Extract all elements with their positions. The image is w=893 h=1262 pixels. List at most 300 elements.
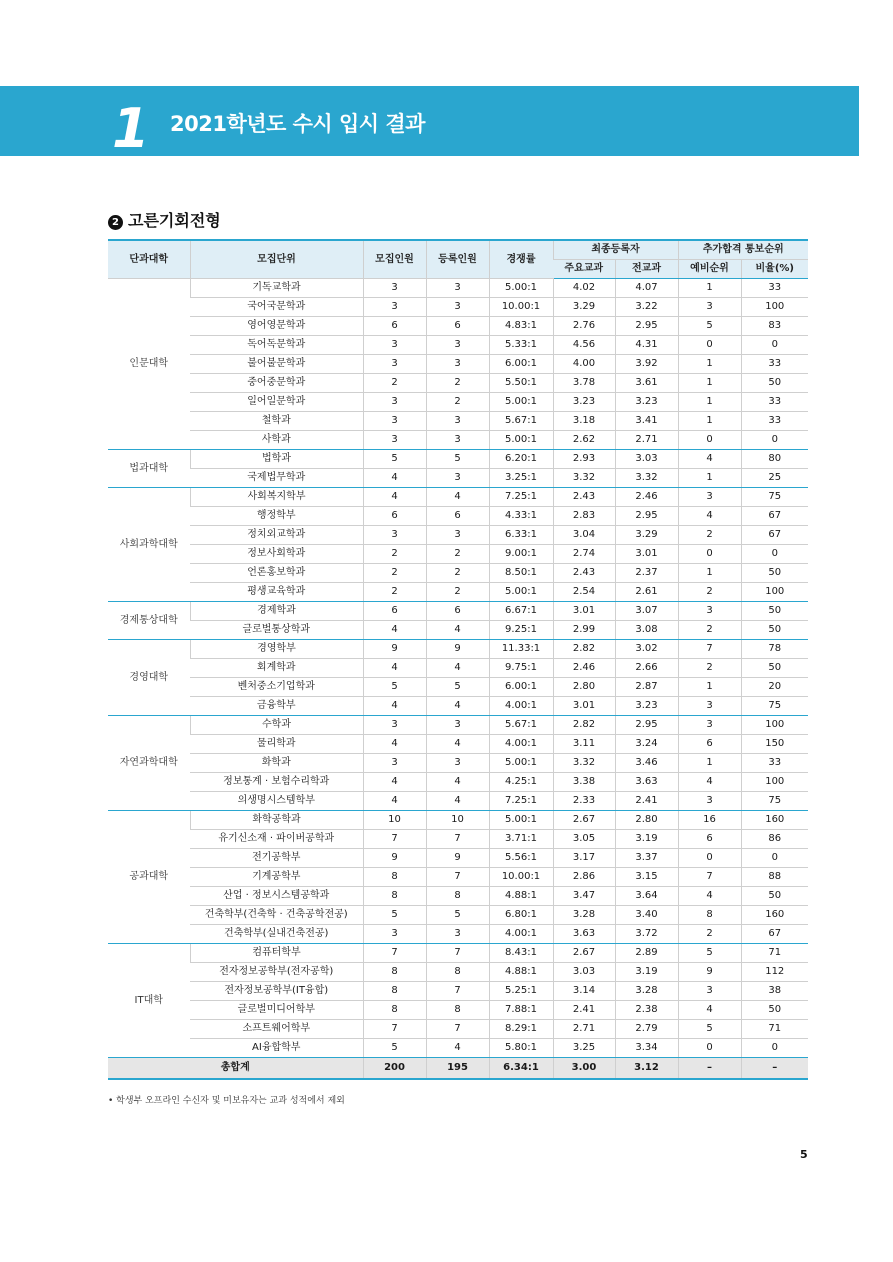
ratio-cell: 50 [741,564,808,583]
unit-cell: 사회복지학부 [190,488,363,507]
header-extra-group: 추가합격 통보순위 [678,240,808,260]
enrolled-cell: 2 [426,374,489,393]
competition-cell: 4.88:1 [489,963,553,982]
major-subjects-cell: 2.54 [553,583,615,602]
ratio-cell: 100 [741,716,808,735]
all-subjects-cell: 2.87 [615,678,678,697]
waitlist-rank-cell: 2 [678,583,741,602]
unit-cell: 전자정보공학부(전자공학) [190,963,363,982]
all-subjects-cell: 3.22 [615,298,678,317]
competition-cell: 10.00:1 [489,298,553,317]
unit-cell: 국제법무학과 [190,469,363,488]
waitlist-rank-cell: 1 [678,754,741,773]
ratio-cell: 100 [741,298,808,317]
competition-cell: 7.25:1 [489,488,553,507]
major-subjects-cell: 3.18 [553,412,615,431]
enrolled-cell: 4 [426,773,489,792]
enrolled-cell: 3 [426,431,489,450]
major-subjects-cell: 3.01 [553,697,615,716]
header-unit: 모집단위 [190,240,363,279]
competition-cell: 8.50:1 [489,564,553,583]
ratio-cell: 25 [741,469,808,488]
ratio-cell: 38 [741,982,808,1001]
quota-cell: 5 [363,450,426,469]
all-subjects-cell: 2.89 [615,944,678,963]
competition-cell: 5.00:1 [489,583,553,602]
unit-cell: 사학과 [190,431,363,450]
all-subjects-cell: 2.71 [615,431,678,450]
enrolled-cell: 7 [426,982,489,1001]
quota-cell: 2 [363,545,426,564]
header-major-subjects: 주요교과 [553,260,615,279]
quota-cell: 6 [363,602,426,621]
table-row [108,298,808,317]
all-subjects-cell: 2.38 [615,1001,678,1020]
major-subjects-cell: 2.83 [553,507,615,526]
unit-cell: 법학과 [190,450,363,469]
header-waitlist-rank: 예비순위 [678,260,741,279]
competition-cell: 9.25:1 [489,621,553,640]
competition-cell: 9.00:1 [489,545,553,564]
major-subjects-cell: 3.01 [553,602,615,621]
ratio-cell: 50 [741,602,808,621]
competition-cell: 5.00:1 [489,279,553,298]
waitlist-rank-cell: 4 [678,773,741,792]
ratio-cell: 33 [741,355,808,374]
table-row [108,906,808,925]
college-cell: 인문대학 [108,279,190,450]
unit-cell: 전기공학부 [190,849,363,868]
ratio-cell: 100 [741,583,808,602]
major-subjects-cell: 3.28 [553,906,615,925]
all-subjects-cell: 3.92 [615,355,678,374]
table-row [108,659,808,678]
competition-cell: 6.20:1 [489,450,553,469]
table-row [108,450,808,469]
waitlist-rank-cell: 2 [678,526,741,545]
ratio-cell: 50 [741,374,808,393]
enrolled-cell: 3 [426,925,489,944]
unit-cell: 유기신소재 · 파이버공학과 [190,830,363,849]
unit-cell: 기독교학과 [190,279,363,298]
table-row [108,1020,808,1039]
table-body [108,279,808,1058]
table-row [108,526,808,545]
waitlist-rank-cell: 3 [678,697,741,716]
unit-cell: 불어불문학과 [190,355,363,374]
quota-cell: 2 [363,583,426,602]
chapter-number: 1 [112,97,150,160]
quota-cell: 5 [363,906,426,925]
waitlist-rank-cell: 3 [678,716,741,735]
unit-cell: 정치외교학과 [190,526,363,545]
competition-cell: 4.00:1 [489,735,553,754]
unit-cell: 컴퓨터학부 [190,944,363,963]
all-subjects-cell: 3.23 [615,393,678,412]
all-subjects-cell: 2.61 [615,583,678,602]
waitlist-rank-cell: 1 [678,678,741,697]
all-subjects-cell: 3.46 [615,754,678,773]
waitlist-rank-cell: 5 [678,317,741,336]
college-cell: 법과대학 [108,450,190,488]
major-subjects-cell: 3.14 [553,982,615,1001]
unit-cell: 글로벌미디어학부 [190,1001,363,1020]
waitlist-rank-cell: 3 [678,982,741,1001]
waitlist-rank-cell: 3 [678,488,741,507]
competition-cell: 10.00:1 [489,868,553,887]
major-subjects-cell: 3.03 [553,963,615,982]
all-subjects-cell: 2.95 [615,507,678,526]
quota-cell: 3 [363,355,426,374]
unit-cell: 화학공학과 [190,811,363,830]
major-subjects-cell: 4.56 [553,336,615,355]
all-subjects-cell: 3.08 [615,621,678,640]
enrolled-cell: 3 [426,526,489,545]
competition-cell: 6.00:1 [489,355,553,374]
table-row [108,602,808,621]
unit-cell: 산업 · 정보시스템공학과 [190,887,363,906]
enrolled-cell: 6 [426,602,489,621]
quota-cell: 4 [363,469,426,488]
major-subjects-cell: 3.32 [553,469,615,488]
all-subjects-cell: 2.79 [615,1020,678,1039]
table-row [108,944,808,963]
table-row [108,868,808,887]
competition-cell: 3.25:1 [489,469,553,488]
total-competition: 6.34:1 [489,1058,553,1080]
quota-cell: 3 [363,412,426,431]
all-subjects-cell: 2.95 [615,716,678,735]
enrolled-cell: 7 [426,1020,489,1039]
enrolled-cell: 8 [426,887,489,906]
competition-cell: 3.71:1 [489,830,553,849]
ratio-cell: 0 [741,849,808,868]
table-row [108,507,808,526]
table-row [108,1039,808,1058]
waitlist-rank-cell: 8 [678,906,741,925]
major-subjects-cell: 2.74 [553,545,615,564]
all-subjects-cell: 2.95 [615,317,678,336]
enrolled-cell: 3 [426,754,489,773]
unit-cell: 글로벌통상학과 [190,621,363,640]
ratio-cell: 50 [741,887,808,906]
enrolled-cell: 4 [426,697,489,716]
competition-cell: 5.00:1 [489,754,553,773]
section-bullet-icon: 2 [108,215,123,230]
unit-cell: 금융학부 [190,697,363,716]
quota-cell: 3 [363,393,426,412]
competition-cell: 4.00:1 [489,925,553,944]
ratio-cell: 75 [741,792,808,811]
major-subjects-cell: 2.71 [553,1020,615,1039]
quota-cell: 2 [363,564,426,583]
ratio-cell: 83 [741,317,808,336]
all-subjects-cell: 3.72 [615,925,678,944]
waitlist-rank-cell: 3 [678,792,741,811]
competition-cell: 5.67:1 [489,412,553,431]
unit-cell: 중어중문학과 [190,374,363,393]
ratio-cell: 50 [741,621,808,640]
enrolled-cell: 3 [426,469,489,488]
quota-cell: 4 [363,792,426,811]
ratio-cell: 0 [741,1039,808,1058]
enrolled-cell: 6 [426,317,489,336]
all-subjects-cell: 2.80 [615,811,678,830]
table-row [108,393,808,412]
waitlist-rank-cell: 5 [678,1020,741,1039]
header-ratio: 비율(%) [741,260,808,279]
all-subjects-cell: 4.31 [615,336,678,355]
college-cell: 경제통상대학 [108,602,190,640]
waitlist-rank-cell: 1 [678,412,741,431]
major-subjects-cell: 3.38 [553,773,615,792]
header-enrolled: 등록인원 [426,240,489,279]
table-row [108,374,808,393]
college-cell: 자연과학대학 [108,716,190,811]
unit-cell: 벤처중소기업학과 [190,678,363,697]
table-row [108,963,808,982]
waitlist-rank-cell: 7 [678,868,741,887]
enrolled-cell: 3 [426,336,489,355]
major-subjects-cell: 2.86 [553,868,615,887]
all-subjects-cell: 3.37 [615,849,678,868]
header-competition: 경쟁률 [489,240,553,279]
quota-cell: 8 [363,887,426,906]
table-row [108,925,808,944]
quota-cell: 3 [363,279,426,298]
major-subjects-cell: 2.46 [553,659,615,678]
enrolled-cell: 3 [426,298,489,317]
table-row [108,811,808,830]
waitlist-rank-cell: 1 [678,564,741,583]
all-subjects-cell: 3.07 [615,602,678,621]
ratio-cell: 71 [741,1020,808,1039]
ratio-cell: 160 [741,906,808,925]
major-subjects-cell: 3.11 [553,735,615,754]
table-row [108,773,808,792]
competition-cell: 6.00:1 [489,678,553,697]
all-subjects-cell: 3.01 [615,545,678,564]
quota-cell: 9 [363,640,426,659]
total-ratio: – [741,1058,808,1080]
header-all-subjects: 전교과 [615,260,678,279]
header-college: 단과대학 [108,240,190,279]
major-subjects-cell: 2.62 [553,431,615,450]
enrolled-cell: 3 [426,279,489,298]
enrolled-cell: 8 [426,963,489,982]
header-final-group: 최종등록자 [553,240,678,260]
competition-cell: 5.50:1 [489,374,553,393]
quota-cell: 2 [363,374,426,393]
quota-cell: 5 [363,678,426,697]
major-subjects-cell: 2.93 [553,450,615,469]
competition-cell: 5.80:1 [489,1039,553,1058]
waitlist-rank-cell: 1 [678,355,741,374]
competition-cell: 4.25:1 [489,773,553,792]
competition-cell: 5.56:1 [489,849,553,868]
college-cell: IT대학 [108,944,190,1058]
table-row [108,849,808,868]
all-subjects-cell: 2.46 [615,488,678,507]
waitlist-rank-cell: 0 [678,1039,741,1058]
waitlist-rank-cell: 0 [678,545,741,564]
competition-cell: 5.67:1 [489,716,553,735]
quota-cell: 4 [363,773,426,792]
table-row [108,697,808,716]
enrolled-cell: 2 [426,564,489,583]
all-subjects-cell: 3.28 [615,982,678,1001]
competition-cell: 4.33:1 [489,507,553,526]
all-subjects-cell: 3.19 [615,830,678,849]
major-subjects-cell: 2.41 [553,1001,615,1020]
competition-cell: 5.00:1 [489,811,553,830]
unit-cell: 기계공학부 [190,868,363,887]
quota-cell: 4 [363,697,426,716]
major-subjects-cell: 3.47 [553,887,615,906]
waitlist-rank-cell: 0 [678,431,741,450]
unit-cell: 소프트웨어학부 [190,1020,363,1039]
admission-results-table [108,239,808,1080]
competition-cell: 4.88:1 [489,887,553,906]
enrolled-cell: 5 [426,678,489,697]
all-subjects-cell: 3.63 [615,773,678,792]
enrolled-cell: 4 [426,488,489,507]
unit-cell: 경제학과 [190,602,363,621]
enrolled-cell: 2 [426,583,489,602]
table-row [108,469,808,488]
quota-cell: 4 [363,488,426,507]
major-subjects-cell: 2.43 [553,564,615,583]
table-row [108,716,808,735]
waitlist-rank-cell: 2 [678,925,741,944]
ratio-cell: 112 [741,963,808,982]
waitlist-rank-cell: 1 [678,469,741,488]
ratio-cell: 67 [741,507,808,526]
waitlist-rank-cell: 16 [678,811,741,830]
all-subjects-cell: 2.66 [615,659,678,678]
total-quota: 200 [363,1058,426,1080]
major-subjects-cell: 2.99 [553,621,615,640]
ratio-cell: 88 [741,868,808,887]
major-subjects-cell: 4.00 [553,355,615,374]
competition-cell: 6.67:1 [489,602,553,621]
all-subjects-cell: 3.61 [615,374,678,393]
major-subjects-cell: 2.82 [553,640,615,659]
competition-cell: 7.25:1 [489,792,553,811]
enrolled-cell: 7 [426,868,489,887]
competition-cell: 7.88:1 [489,1001,553,1020]
quota-cell: 3 [363,298,426,317]
college-cell: 공과대학 [108,811,190,944]
quota-cell: 7 [363,830,426,849]
quota-cell: 4 [363,735,426,754]
waitlist-rank-cell: 1 [678,393,741,412]
section-heading [108,208,221,231]
quota-cell: 8 [363,1001,426,1020]
quota-cell: 10 [363,811,426,830]
major-subjects-cell: 3.23 [553,393,615,412]
table-row [108,1001,808,1020]
unit-cell: 영어영문학과 [190,317,363,336]
waitlist-rank-cell: 1 [678,279,741,298]
ratio-cell: 67 [741,925,808,944]
ratio-cell: 0 [741,336,808,355]
ratio-cell: 150 [741,735,808,754]
quota-cell: 6 [363,317,426,336]
ratio-cell: 160 [741,811,808,830]
table-row [108,412,808,431]
quota-cell: 3 [363,754,426,773]
competition-cell: 8.29:1 [489,1020,553,1039]
ratio-cell: 33 [741,393,808,412]
enrolled-cell: 8 [426,1001,489,1020]
table-row [108,640,808,659]
waitlist-rank-cell: 0 [678,336,741,355]
enrolled-cell: 4 [426,1039,489,1058]
footnote: • 학생부 오프라인 수신자 및 미보유자는 교과 성적에서 제외 [108,1096,345,1106]
major-subjects-cell: 4.02 [553,279,615,298]
waitlist-rank-cell: 4 [678,887,741,906]
ratio-cell: 0 [741,545,808,564]
waitlist-rank-cell: 2 [678,659,741,678]
major-subjects-cell: 2.67 [553,944,615,963]
quota-cell: 7 [363,1020,426,1039]
major-subjects-cell: 3.05 [553,830,615,849]
major-subjects-cell: 3.32 [553,754,615,773]
competition-cell: 4.83:1 [489,317,553,336]
ratio-cell: 80 [741,450,808,469]
ratio-cell: 50 [741,1001,808,1020]
all-subjects-cell: 3.03 [615,450,678,469]
quota-cell: 3 [363,336,426,355]
ratio-cell: 71 [741,944,808,963]
major-subjects-cell: 2.76 [553,317,615,336]
competition-cell: 5.00:1 [489,431,553,450]
unit-cell: 행정학부 [190,507,363,526]
unit-cell: 언론홍보학과 [190,564,363,583]
ratio-cell: 67 [741,526,808,545]
competition-cell: 11.33:1 [489,640,553,659]
college-cell: 경영대학 [108,640,190,716]
total-enrolled: 195 [426,1058,489,1080]
ratio-cell: 20 [741,678,808,697]
all-subjects-cell: 3.29 [615,526,678,545]
major-subjects-cell: 2.33 [553,792,615,811]
competition-cell: 4.00:1 [489,697,553,716]
quota-cell: 8 [363,868,426,887]
major-subjects-cell: 2.82 [553,716,615,735]
total-waitlist-rank: – [678,1058,741,1080]
quota-cell: 3 [363,431,426,450]
competition-cell: 5.00:1 [489,393,553,412]
enrolled-cell: 4 [426,621,489,640]
total-label: 총합계 [108,1058,363,1080]
all-subjects-cell: 3.15 [615,868,678,887]
all-subjects-cell: 3.34 [615,1039,678,1058]
all-subjects-cell: 4.07 [615,279,678,298]
table-row [108,621,808,640]
table-row [108,678,808,697]
page-number: 5 [800,1148,808,1161]
enrolled-cell: 7 [426,830,489,849]
waitlist-rank-cell: 6 [678,735,741,754]
table-row [108,355,808,374]
unit-cell: 화학과 [190,754,363,773]
ratio-cell: 78 [741,640,808,659]
unit-cell: AI융합학부 [190,1039,363,1058]
total-all-subjects: 3.12 [615,1058,678,1080]
enrolled-cell: 9 [426,640,489,659]
